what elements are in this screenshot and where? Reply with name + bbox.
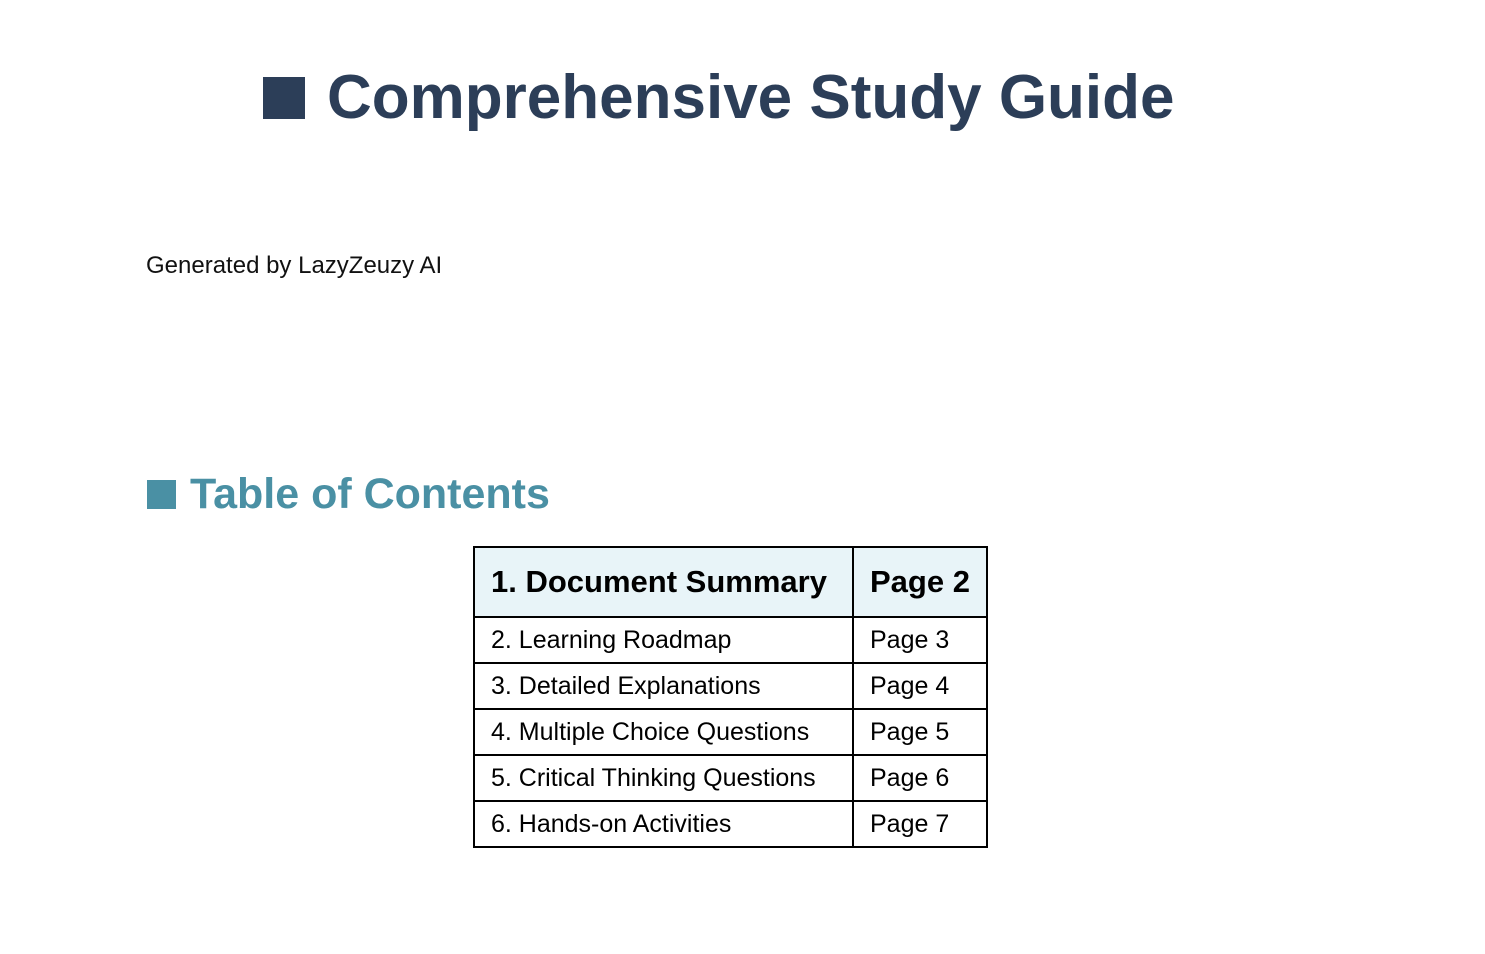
- table-row: [474, 617, 987, 663]
- table-row: [474, 547, 987, 617]
- toc-section: 5. Critical Thinking Questions: [474, 755, 853, 801]
- document-title: [263, 62, 1175, 133]
- toc-page: Page 5: [853, 709, 987, 755]
- toc-heading-text: Table of Contents: [190, 470, 550, 518]
- toc-section: 2. Learning Roadmap: [474, 617, 853, 663]
- toc-heading: [147, 470, 550, 519]
- toc-section: 1. Document Summary: [474, 547, 853, 617]
- toc-section: 3. Detailed Explanations: [474, 663, 853, 709]
- toc-page: Page 6: [853, 755, 987, 801]
- title-text: Comprehensive Study Guide: [327, 63, 1175, 132]
- table-row: [474, 663, 987, 709]
- toc-page: Page 7: [853, 801, 987, 847]
- square-bullet-icon: [147, 480, 176, 509]
- table-row: [474, 755, 987, 801]
- generated-by-text: Generated by LazyZeuzy AI: [146, 252, 443, 279]
- table-row: [474, 801, 987, 847]
- toc-page: Page 3: [853, 617, 987, 663]
- toc-table: [473, 546, 988, 848]
- toc-page: Page 4: [853, 663, 987, 709]
- square-bullet-icon: [263, 77, 305, 119]
- toc-section: 6. Hands-on Activities: [474, 801, 853, 847]
- table-row: [474, 709, 987, 755]
- toc-page: Page 2: [853, 547, 987, 617]
- toc-section: 4. Multiple Choice Questions: [474, 709, 853, 755]
